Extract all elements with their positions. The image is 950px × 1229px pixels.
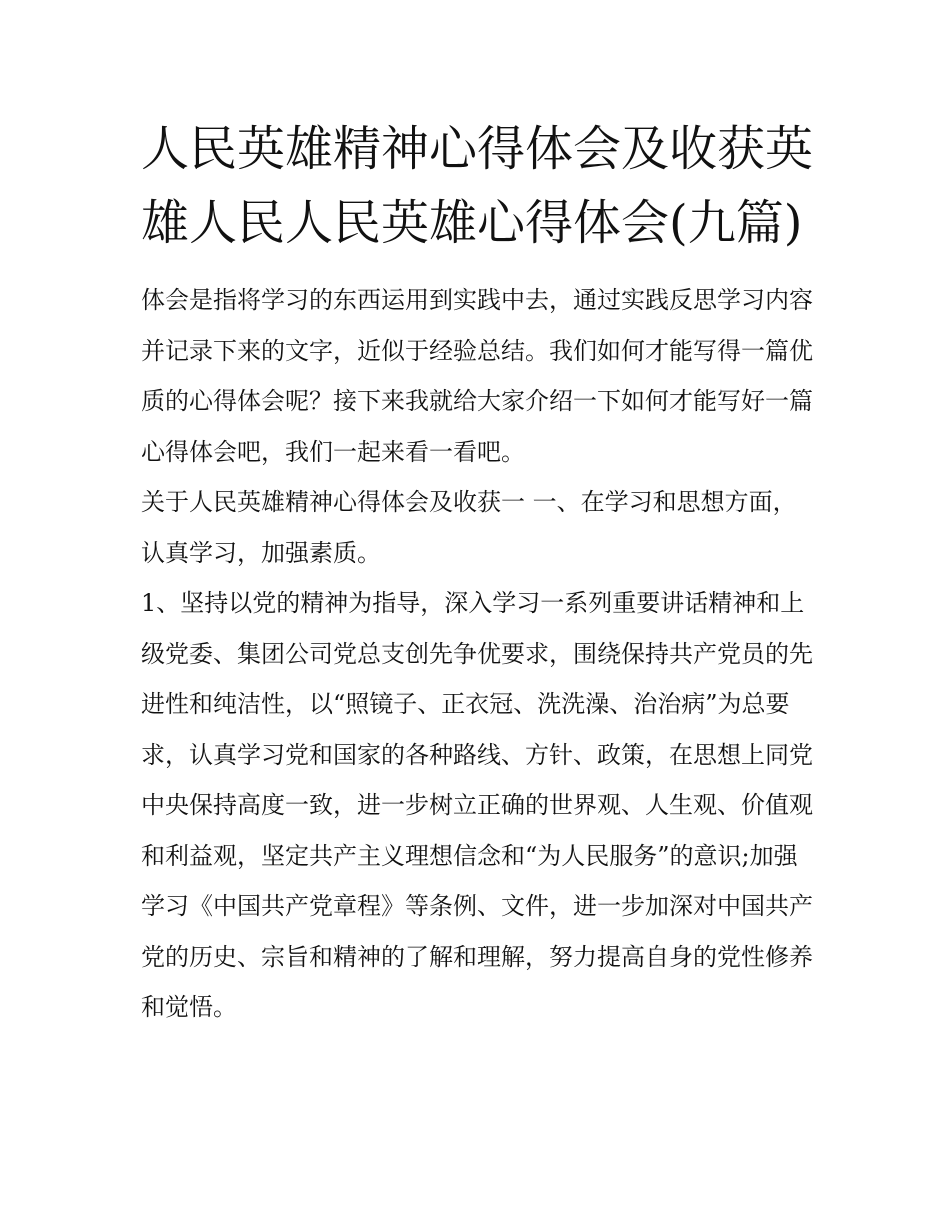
point-one-paragraph: 1、坚持以党的精神为指导，深入学习一系列重要讲话精神和上级党委、集团公司党总支创先争优要求，围绕保持共产党员的先进性和纯洁性，以“照镜子、正衣冠、洗洗澡、治治病”为总要求，认真学习党和国家的各种路线、方针、政策，在思想上同党中央保持高度一致，进一步树立正确的世界观、人生观、价值观和利益观，坚定共产主义理想信念和“为人民服务”的意识;加强学习《中国共产党章程》等条例、文件，进一步加深对中国共产党的历史、宗旨和精神的了解和理解，努力提高自身的党性修养和觉悟。 (141, 589, 813, 1021)
document-body (141, 112, 813, 1033)
document-title: 人民英雄精神心得体会及收获英雄人民人民英雄心得体会(九篇) (141, 121, 814, 251)
section-heading-paragraph: 关于人民英雄精神心得体会及收获一 一、在学习和思想方面，认真学习，加强素质。 (141, 488, 797, 567)
intro-paragraph: 体会是指将学习的东西运用到实践中去，通过实践反思学习内容并记录下来的文字，近似于经验总结。我们如何才能写得一篇优质的心得体会呢？接下来我就给大家介绍一下如何才能写好一篇心得体会吧，我们一起来看一看吧。 (141, 286, 813, 466)
